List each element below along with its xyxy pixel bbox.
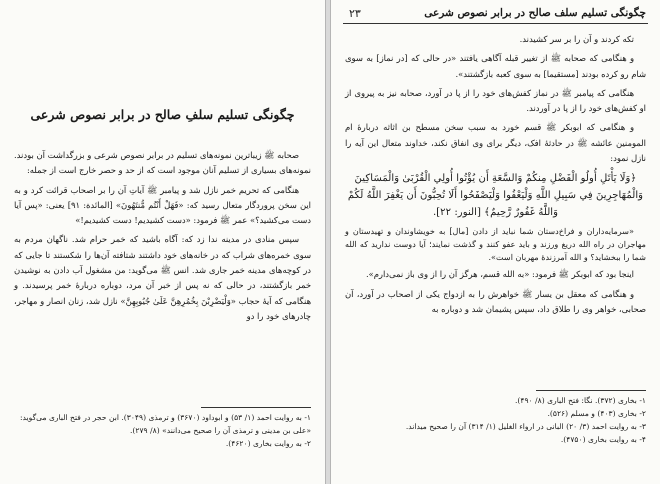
right-paragraph-5: اینجا بود که ابوبکر ﷺ فرمود: «به الله قسم، هرگز آن را از وی باز نمی‌دارم». [365,269,634,280]
footnote-item: ۲- به روایت بخاری (۴۶۲۰). [225,439,311,448]
right-paragraph-3: هنگامی که پیامبر ﷺ در نماز کفش‌های خود را از پا در آورد، صحابه نیز به پیروی از او کفش‌های خود را از پا در آوردند. [345,87,646,114]
footnote-item: ۱- به روایت احمد (۱/ ۵۳) و ابوداود (۳۶۷۰) و ترمذی (۳۰۴۹). ابن حجر در فتح الباری می‌گوید: «علی بن مدینی و ترمذی آن را صحیح می‌دانند» (۸/ ۲۷۹). [19,413,311,435]
footnote-divider [201,407,311,408]
left-footnotes [14,411,311,450]
footnote-item: ۴- به روایت بخاری (۴۷۵۰). [560,435,646,444]
right-footnotes [345,394,646,446]
footnote-item: ۱- بخاری (۳۷۲). نگا: فتح الباری (۸/ ۴۹۰). [515,396,646,405]
chapter-title: چگونگی تسلیم سلفِ صالح در برابر نصوص شرعی [30,107,295,122]
right-paragraph-4: و هنگامی که ابوبکر ﷺ قسم خورد به سبب سخن مسطح بن اثاثه دربارهٔ ام المومنین عائشه ﷺ در حادثهٔ افک، دیگر برای وی انفاق نکند، خداوند متعال این آیه را نازل نمود: [345,122,646,164]
left-paragraph-2: هنگامی که تحریم خمر نازل شد و پیامبر ﷺ آیاتِ آن را بر اصحاب قرائت کرد و به این سخن پروردگار متعال رسید که: «فَهَلْ أَنْتُم مُّنتَهُونَ» [المائدة: ۹۱] یعنی: «پس آیا دست می‌کشید؟» عمر ﷺ فرمود: «دست کشیدیم! دست کشیدیم!» [14,184,311,226]
footnote-divider [536,390,646,391]
footnote-item: ۳- به روایت احمد (۳/ ۲۰) البانی در ارواء الغلیل (۱/ ۳۱۴) آن را صحیح میداند. [405,422,646,431]
running-header-title: چگونگی تسلیم سلف صالح در برابر نصوص شرعی [424,7,646,19]
right-paragraph-2: و هنگامی که صحابه ﷺ از تغییر قبله آگاهی یافتند «در حالی که [در نماز] به سوی شام رو کرده بودند [مستقیما] به سوی کعبه بازگشتند». [345,53,646,79]
running-header [343,7,648,24]
quran-verse: ﴿وَلَا يَأْتَلِ أُولُو الْفَضْلِ مِنكُمْ وَالسَّعَةِ أَن يُؤْتُوا أُولِي الْقُرْبَىٰ وَالْمَسَاكِينَ وَالْمُهَاجِرِينَ فِي سَبِيلِ اللَّهِ وَلْيَعْفُوا وَلْيَصْفَحُوا أَلَا تُحِبُّونَ أَن يَغْفِرَ اللَّهُ لَكُمْ وَاللَّهُ غَفُورٌ رَّحِيمٌ﴾ [النور: ۲۲]. [347,173,644,219]
right-paragraph-6: و هنگامی که معقل بن یسار ﷺ خواهرش را به ازدواج یکی از اصحاب در آورد، آن صحابی، خواهر وی را طلاق داد، سپس پشیمان شد و دوباره به [345,288,646,314]
right-page [330,0,660,484]
left-paragraph-1: صحابه ﷺ زیباترین نمونه‌های تسلیم در برابر نصوص شرعی و بزرگداشت آن بودند. نمونه‌های بسیاری از تسلیم آنان موجود است که از حد و حصر خارج است از جمله: [14,150,311,176]
left-body-text [14,148,311,328]
right-paragraph-1: تکه کردند و آن را بر سر کشیدند. [519,34,634,44]
right-body-text [345,32,646,321]
footnote-item: ۲- بخاری (۴۰۳) و مسلم (۵۲۶). [547,409,646,418]
left-page [0,0,326,484]
page-number: ۲۳ [349,7,361,20]
verse-translation: «سرمایه‌داران و فراخ‌دستان شما نباید از دادن [مال] به خویشاوندان و تهیدستان و مهاجران در راه الله دریغ ورزند و باید عفو کنند و گذشت نمایند؛ آیا دوست ندارید که الله شما را ببخشاید؟ و الله آمرزندهٔ مهربان است». [345,226,646,263]
left-paragraph-3: سپس منادی در مدینه ندا زد که: آگاه باشید که خمر حرام شد. ناگهان مردم به سوی خمره‌های شراب که در خانه‌های خود داشتند شتافته آن‌ها را شکستند تا جایی که در کوچه‌های مدینه خمر جاری شد. انس ﷺ می‌گوید: من مشغول آب دادن به نوشیدن خمر بازگشتند، در حالی که نه پس از خبر آن مرد، دوباره دربارهٔ خمر پرسیدند. و هنگامی که آیهٔ حجاب «وَلْيَضْرِبْنَ بِخُمُرِهِنَّ عَلَىٰ جُيُوبِهِنَّ» نازل شد، زنان انصار و مهاجر، چادرهای خود را دو [14,234,311,321]
